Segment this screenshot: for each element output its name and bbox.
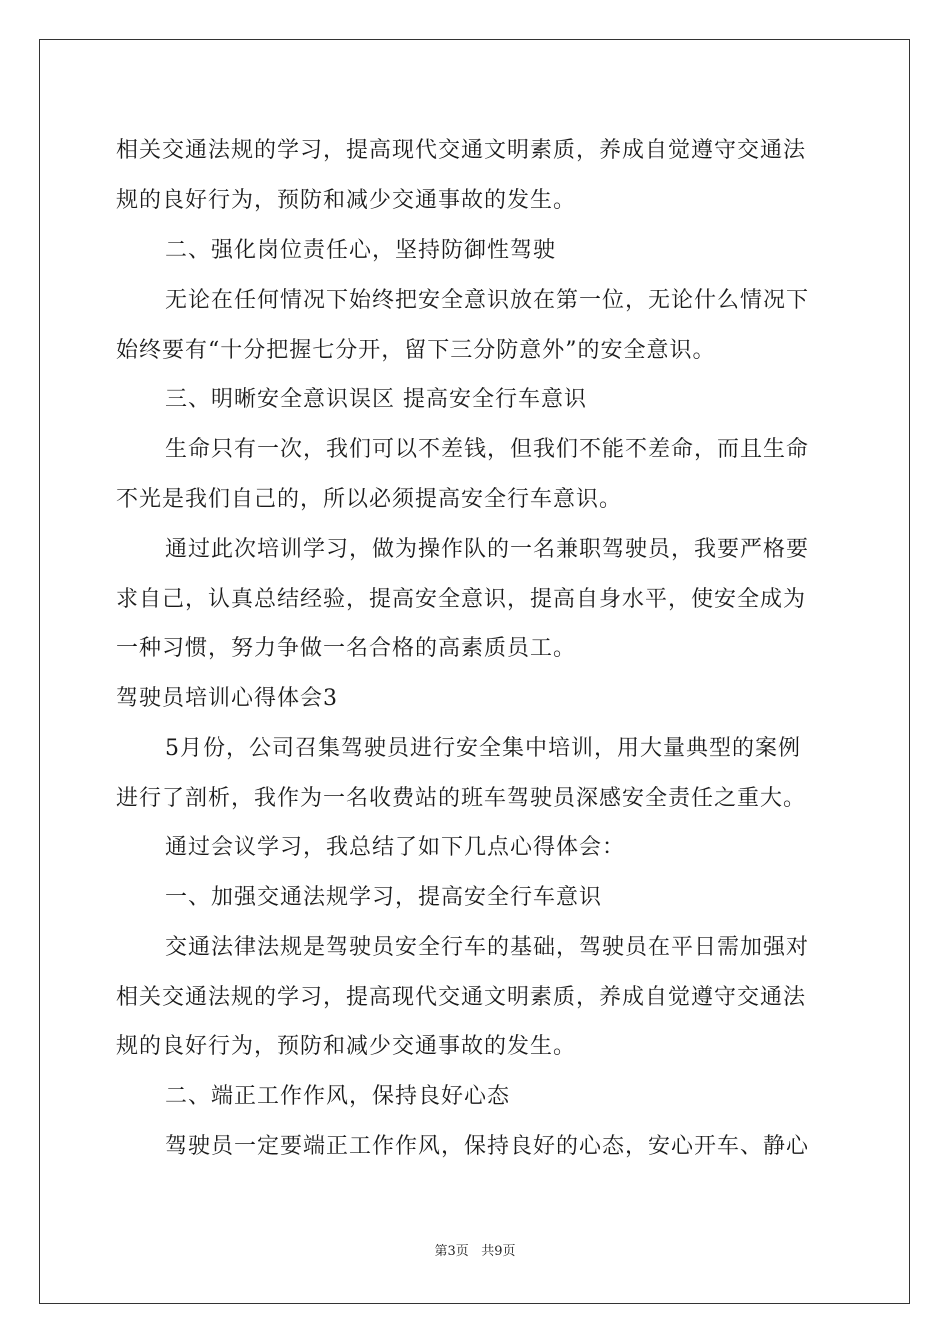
text-line: 5月份，公司召集驾驶员进行安全集中培训，用大量典型的案例 (165, 736, 801, 761)
text-line: 无论在任何情况下始终把安全意识放在第一位，无论什么情况下 (165, 288, 810, 313)
text-line: 进行了剖析，我作为一名收费站的班车驾驶员深感安全责任之重大。 (116, 786, 807, 811)
text-line: 始终要有“十分把握七分开，留下三分防意外”的安全意识。 (116, 338, 716, 363)
text-line: 一种习惯，努力争做一名合格的高素质员工。 (116, 636, 577, 661)
page-number: 第3页 (434, 1244, 469, 1259)
text-line: 交通法律法规是驾驶员安全行车的基础，驾驶员在平日需加强对 (165, 935, 810, 960)
text-line: 规的良好行为，预防和减少交通事故的发生。 (116, 188, 577, 213)
text-line: 驾驶员一定要端正工作作风，保持良好的心态，安心开车、静心 (165, 1134, 810, 1159)
section-heading: 三、明晰安全意识误区 提高安全行车意识 (165, 387, 587, 412)
text-line: 通过此次培训学习，做为操作队的一名兼职驾驶员，我要严格要 (165, 537, 810, 562)
text-line: 不光是我们自己的，所以必须提高安全行车意识。 (116, 487, 623, 512)
text-line: 相关交通法规的学习，提高现代交通文明素质，养成自觉遵守交通法 (116, 985, 807, 1010)
section-heading: 二、强化岗位责任心，坚持防御性驾驶 (165, 238, 557, 263)
page-total: 共9页 (481, 1244, 516, 1259)
section-heading: 一、加强交通法规学习，提高安全行车意识 (165, 885, 603, 910)
text-line: 通过会议学习，我总结了如下几点心得体会： (165, 835, 626, 860)
text-line: 求自己，认真总结经验，提高安全意识，提高自身水平，使安全成为 (116, 587, 807, 612)
article-title: 驾驶员培训心得体会3 (116, 686, 338, 711)
page-border (39, 39, 910, 1304)
page-footer (0, 1243, 950, 1261)
text-line: 规的良好行为，预防和减少交通事故的发生。 (116, 1034, 577, 1059)
text-line: 相关交通法规的学习，提高现代交通文明素质，养成自觉遵守交通法 (116, 138, 807, 163)
text-line: 生命只有一次，我们可以不差钱，但我们不能不差命，而且生命 (165, 437, 810, 462)
section-heading: 二、端正工作作风，保持良好心态 (165, 1084, 511, 1109)
